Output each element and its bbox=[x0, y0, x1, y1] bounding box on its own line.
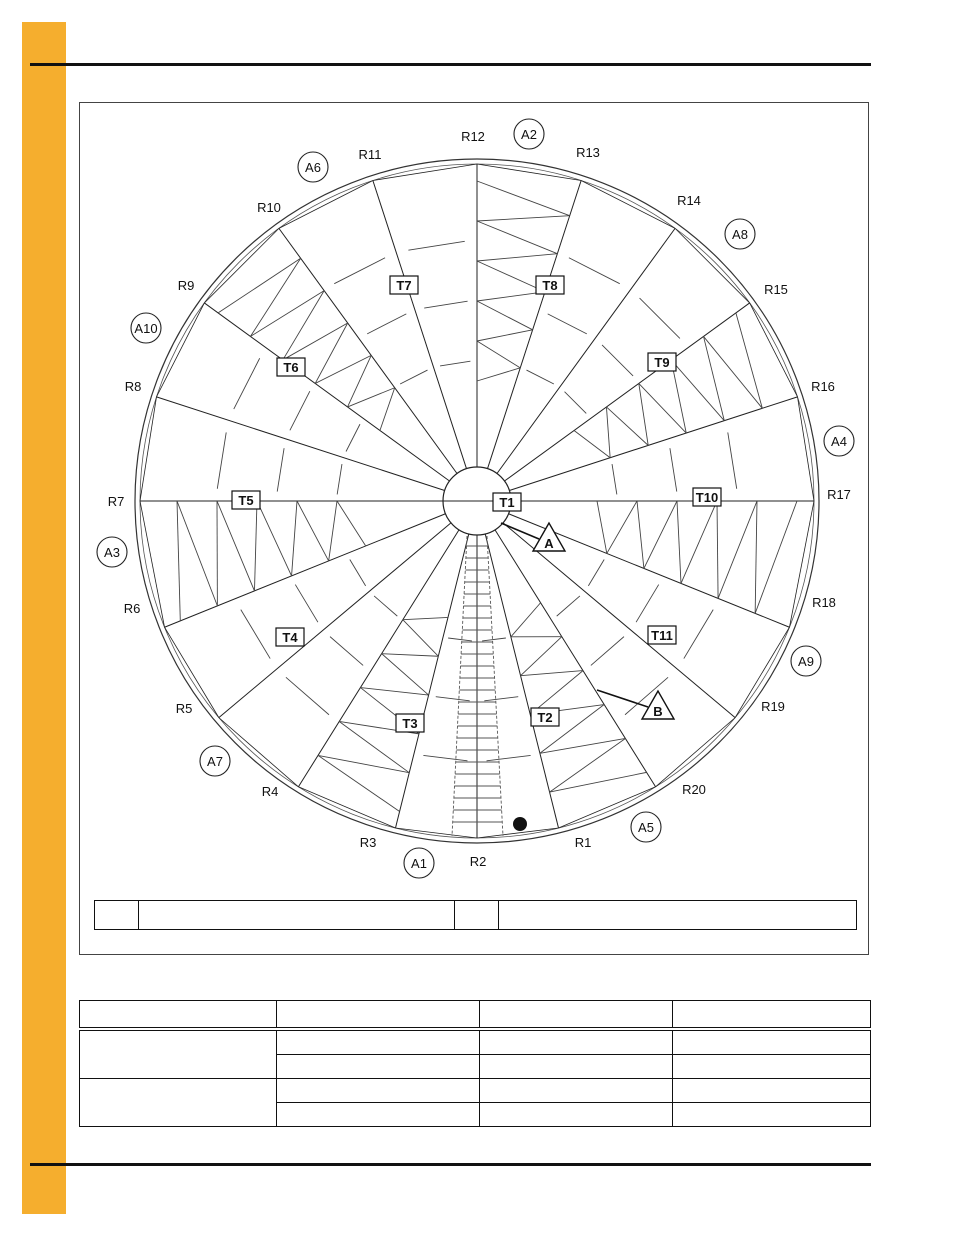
rafter-label: R10 bbox=[257, 200, 281, 215]
panel-tag bbox=[277, 358, 305, 376]
callout-label: B bbox=[653, 704, 663, 719]
anchor-circle bbox=[298, 152, 328, 182]
panel-tag-label: T3 bbox=[402, 716, 418, 731]
table-cell bbox=[277, 1029, 480, 1055]
table-cell bbox=[277, 1079, 480, 1103]
rafter-label: R5 bbox=[175, 701, 193, 716]
parts-table bbox=[79, 1000, 871, 1127]
rafter-label: R20 bbox=[682, 782, 706, 797]
rafter-label: R17 bbox=[827, 487, 851, 502]
header-cell-2 bbox=[277, 1001, 480, 1030]
table-cell bbox=[673, 1029, 871, 1055]
panel-tag bbox=[648, 626, 676, 644]
side-color-band bbox=[22, 22, 66, 1214]
anchor-label: A8 bbox=[732, 227, 748, 242]
callout-marker bbox=[597, 690, 674, 719]
legend-cell-3 bbox=[455, 901, 499, 930]
anchor-label: A9 bbox=[798, 654, 814, 669]
anchor-label: A5 bbox=[638, 820, 654, 835]
group-cell bbox=[80, 1079, 277, 1127]
panel-tag-label: T2 bbox=[537, 710, 553, 725]
anchor-circle bbox=[631, 812, 661, 842]
panel-tag-label: T6 bbox=[283, 360, 299, 375]
panel-tag-label: T11 bbox=[651, 628, 673, 643]
rafter-label: R3 bbox=[359, 835, 377, 850]
table-cell bbox=[277, 1055, 480, 1079]
anchor-label: A6 bbox=[305, 160, 321, 175]
anchor-circle bbox=[200, 746, 230, 776]
rafter-label: R18 bbox=[812, 595, 836, 610]
panel-tag-label: T5 bbox=[238, 493, 254, 508]
panel-tag-label: T8 bbox=[542, 278, 558, 293]
panel-tag bbox=[648, 353, 676, 371]
table-row bbox=[80, 1029, 871, 1055]
rafter-label: R11 bbox=[358, 147, 382, 162]
anchor-label: A7 bbox=[207, 754, 223, 769]
callout-marker bbox=[501, 523, 565, 551]
anchor-circle bbox=[791, 646, 821, 676]
anchor-circle bbox=[131, 313, 161, 343]
table-cell bbox=[480, 1029, 673, 1055]
legend-cell-2 bbox=[139, 901, 455, 930]
group-cell bbox=[80, 1029, 277, 1079]
anchor-label: A1 bbox=[411, 856, 427, 871]
panel-tag-label: T4 bbox=[282, 630, 298, 645]
header-cell-1 bbox=[80, 1001, 277, 1030]
panel-tag-label: T10 bbox=[695, 490, 719, 505]
rafter-label: R2 bbox=[469, 854, 487, 869]
rafter-label: R8 bbox=[124, 379, 142, 394]
roof-layout-figure bbox=[79, 102, 869, 955]
panel-tag bbox=[232, 491, 260, 509]
rafter-label: R14 bbox=[677, 193, 701, 208]
header-cell-4 bbox=[673, 1001, 871, 1030]
panel-tag bbox=[276, 628, 304, 646]
table-cell bbox=[673, 1103, 871, 1127]
center-box-t1 bbox=[493, 493, 521, 511]
panel-tag bbox=[531, 708, 559, 726]
panel-tag bbox=[693, 488, 721, 506]
table-row bbox=[80, 1079, 871, 1103]
rafter-label: R9 bbox=[177, 278, 195, 293]
anchor-label: A2 bbox=[521, 127, 537, 142]
rafter-label: R15 bbox=[764, 282, 788, 297]
header-cell-3 bbox=[480, 1001, 673, 1030]
anchor-label: A10 bbox=[134, 321, 158, 336]
roof-diagram bbox=[80, 103, 870, 956]
footer-rule bbox=[30, 1163, 871, 1166]
anchor-circle bbox=[824, 426, 854, 456]
callout-label: A bbox=[544, 536, 554, 551]
marker-dot bbox=[513, 817, 527, 831]
anchor-circle bbox=[725, 219, 755, 249]
table-cell bbox=[480, 1103, 673, 1127]
anchor-label: A4 bbox=[831, 434, 847, 449]
panel-tag-label: T9 bbox=[654, 355, 670, 370]
anchor-circle bbox=[514, 119, 544, 149]
rafter-label: R12 bbox=[461, 129, 485, 144]
legend-cell-1 bbox=[95, 901, 139, 930]
table-cell bbox=[673, 1079, 871, 1103]
anchor-label: A3 bbox=[104, 545, 120, 560]
rafter-label: R1 bbox=[574, 835, 592, 850]
table-cell bbox=[480, 1079, 673, 1103]
panel-tag bbox=[396, 714, 424, 732]
legend-cell-4 bbox=[499, 901, 857, 930]
rafter-label: R4 bbox=[261, 784, 279, 799]
rafter-label: R6 bbox=[123, 601, 141, 616]
table-cell bbox=[480, 1055, 673, 1079]
panel-tag bbox=[390, 276, 418, 294]
center-label: T1 bbox=[499, 495, 515, 510]
rafter-label: R7 bbox=[107, 494, 125, 509]
rafter-label: R16 bbox=[811, 379, 835, 394]
header-rule bbox=[30, 63, 871, 66]
rafter-label: R13 bbox=[576, 145, 600, 160]
rafter-label: R19 bbox=[761, 699, 785, 714]
anchor-circle bbox=[404, 848, 434, 878]
panel-tag bbox=[536, 276, 564, 294]
table-cell bbox=[277, 1103, 480, 1127]
panel-tag-label: T7 bbox=[396, 278, 412, 293]
anchor-circle bbox=[97, 537, 127, 567]
table-cell bbox=[673, 1055, 871, 1079]
figure-legend-table bbox=[94, 900, 857, 930]
